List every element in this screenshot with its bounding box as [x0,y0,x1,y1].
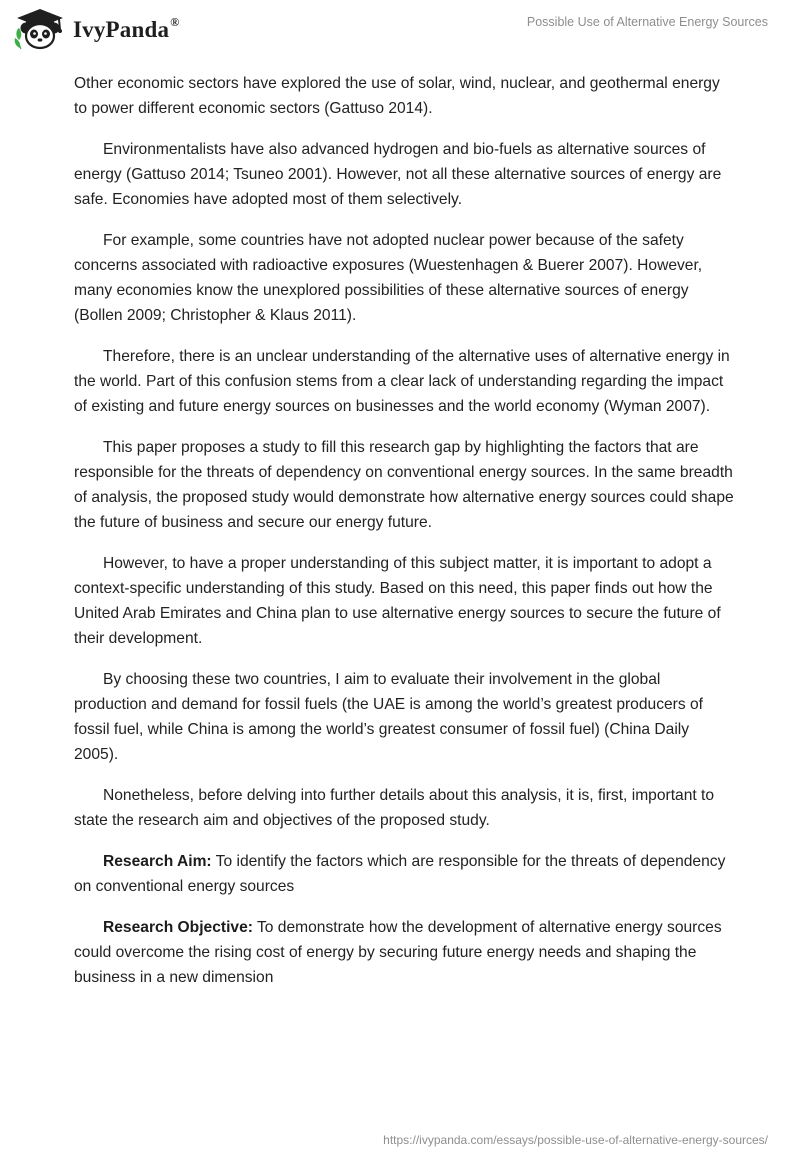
brand-name: IvyPanda® [73,15,180,42]
paragraph: Environmentalists have also advanced hydrogen and bio-fuels as alternative sources of energy (Gattuso 2014; Tsuneo 2001). However, not all these alternative sources of energy are safe. Economies have adopted most of them selectively. [74,141,722,208]
research-objective-text: To demonstrate how the development of alternative energy sources could overcome the rising cost of energy by securing future energy needs and shaping the business in a new dimension [74,919,722,986]
paragraph: For example, some countries have not adopted nuclear power because of the safety concerns associated with radioactive exposures (Wuestenhagen & Buerer 2007). However, many economies know the unexplored possibilities of these alternative sources of energy (Bollen 2009; Christopher & Klaus 2011). [74,232,703,324]
research-objective-label: Research Objective: [103,919,253,936]
paragraph: Therefore, there is an unclear understanding of the alternative uses of alternative energy in the world. Part of this confusion stems from a clear lack of understanding regarding the impact of existing and future energy sources on businesses and the world economy (Wyman 2007). [74,348,730,415]
paragraph: However, to have a proper understanding of this subject matter, it is important to adopt a context-specific understanding of this study. Based on this need, this paper finds out how the United Arab Emirates and China plan to use alternative energy sources to secure the future of their development. [74,555,721,647]
paragraph: Other economic sectors have explored the use of solar, wind, nuclear, and geothermal energy to power different economic sectors (Gattuso 2014). [74,75,720,117]
panda-graduate-icon [13,8,67,50]
research-objective [74,915,734,990]
page-header [0,0,800,66]
research-aim-text: To identify the factors which are responsible for the threats of dependency on conventional energy sources [74,853,726,895]
paragraph: By choosing these two countries, I aim to evaluate their involvement in the global production and demand for fossil fuels (the UAE is among the world’s greatest producers of fossil fuel, while China is among the world’s greatest consumer of fossil fuel) (China Daily 2005). [74,671,703,763]
essay-body [74,71,734,1006]
ivypanda-logo[interactable] [13,8,179,50]
research-aim-label: Research Aim: [103,853,212,870]
paragraph: This paper proposes a study to fill this research gap by highlighting the factors that are responsible for the threats of dependency on conventional energy sources. In the same breadth of analysis, the proposed study would demonstrate how alternative energy sources could shape the future of business and secure our energy future. [74,439,734,531]
page-title: Possible Use of Alternative Energy Sources [526,15,768,29]
source-url[interactable]: https://ivypanda.com/essays/possible-use-of-alternative-energy-sources/ [383,1133,768,1147]
paragraph: Nonetheless, before delving into further details about this analysis, it is, first, important to state the research aim and objectives of the proposed study. [74,787,715,829]
research-aim [74,849,734,899]
